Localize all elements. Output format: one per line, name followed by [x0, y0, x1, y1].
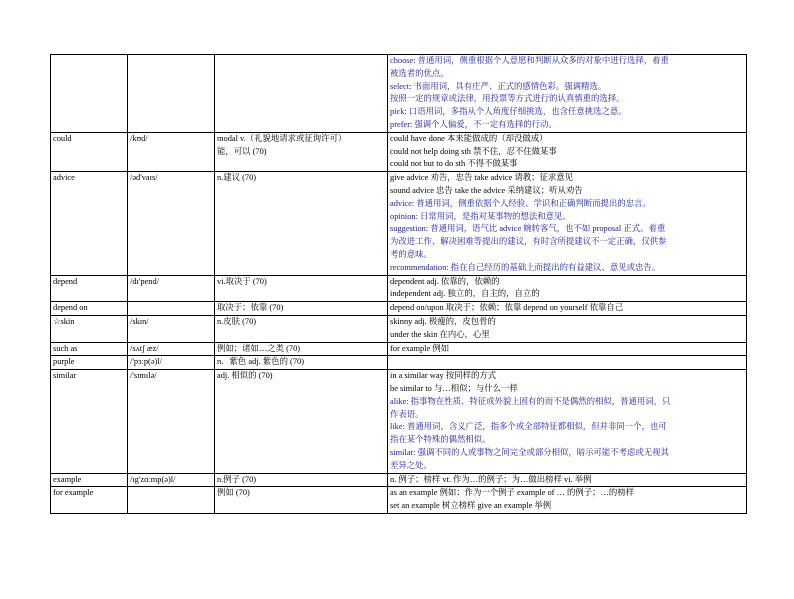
vocabulary-table	[50, 54, 747, 514]
usage-note-line: 作表语。	[390, 409, 424, 419]
empty-line	[390, 356, 744, 369]
notes-cell	[388, 302, 747, 316]
usage-note-line: 被选者的优点。	[390, 68, 449, 78]
phrase-line: depend on/upon 取决于；依赖；依靠 depend on yourself 依靠自己	[390, 303, 624, 313]
definition-cell	[215, 473, 388, 487]
definition-line: modal v.（礼貌地请求或征询许可）	[217, 133, 347, 143]
usage-note-line: select: 书面用词，具有庄严、正式的感情色彩。强调精选。	[390, 81, 607, 91]
word-cell: such as	[51, 342, 128, 356]
definition-cell	[215, 275, 388, 302]
table-row	[51, 275, 747, 302]
notes-cell	[388, 473, 747, 487]
definition-line: n.例子 (70)	[217, 474, 257, 484]
word-cell: similar	[51, 370, 128, 473]
definition-line: adj. 相似的 (70)	[217, 371, 273, 381]
definition-line: n.建议 (70)	[217, 173, 257, 183]
phonetic-cell: /skɪn/	[128, 315, 215, 342]
usage-note-line: like: 普通用词，含义广泛，指多个或全部特征都相似，但并非同一个，也可	[390, 422, 667, 432]
word-cell: could	[51, 132, 128, 171]
usage-note-line: advice: 普通用词，侧重依据个人经验、学识和正确判断而提出的忠言。	[390, 198, 651, 208]
table-row	[51, 315, 747, 342]
word-cell: depend	[51, 275, 128, 302]
notes-cell	[388, 342, 747, 356]
usage-note-line: prefer: 强调个人偏爱，不一定有选择的行动。	[390, 119, 557, 129]
usage-note-line: choose: 普通用词，侧重根据个人意愿和判断从众多的对象中进行选择，着重	[390, 56, 669, 65]
usage-note-line: recommendation: 指在自己经历的基础上而提出的有益建议、意见或忠告。	[390, 262, 661, 272]
word-cell: advice	[51, 172, 128, 275]
phrase-line: sound advice 忠告 take the advice 采纳建议；听从劝告	[390, 185, 583, 195]
phonetic-cell: /sʌtʃ æz/	[128, 342, 215, 356]
phonetic-cell	[128, 302, 215, 316]
phrase-line: dependent adj. 依靠的，依赖的	[390, 276, 500, 286]
usage-note-line: 按照一定的规章或法律，用投票等方式进行的认真慎重的选择。	[390, 94, 625, 104]
usage-note-line: suggestion: 普通用词，语气比 advice 婉转客气，也不如 proposal 正式。着重	[390, 224, 666, 234]
definition-cell	[215, 302, 388, 316]
table-row	[51, 487, 747, 514]
word-cell: purple	[51, 356, 128, 370]
table-row	[51, 302, 747, 316]
usage-note-line: pick: 口语用词，多指从个人角度仔细挑选，也含任意挑选之意。	[390, 107, 627, 117]
notes-cell	[388, 275, 747, 302]
usage-note-line: 差异之处。	[390, 460, 432, 470]
phrase-line: under the skin 在内心，心里	[390, 329, 490, 339]
definition-cell	[215, 315, 388, 342]
usage-note-line: opinion: 日常用词，是指对某事物的想法和意见。	[390, 211, 571, 221]
notes-cell	[388, 315, 747, 342]
usage-note-line: 为改进工作、解决困难等提出的建议，有时含所提建议不一定正确，仅供参	[390, 237, 667, 247]
phrase-line: independent adj. 独立的，自主的，自立的	[390, 289, 540, 299]
phrase-line: could not help doing sth 禁不住，忍不住做某事	[390, 146, 557, 156]
definition-line: vi.取决于 (70)	[217, 276, 267, 286]
phonetic-cell: /'pɜːp(ə)l/	[128, 356, 215, 370]
definition-line: 例如 (70)	[217, 488, 250, 498]
phonetic-cell: /əd'vaɪs/	[128, 172, 215, 275]
phonetic-cell: /'sɪmɪlə/	[128, 370, 215, 473]
definition-line: 能，可以 (70)	[217, 146, 267, 156]
table-row	[51, 132, 747, 171]
phonetic-cell: /kʊd/	[128, 132, 215, 171]
definition-cell	[215, 356, 388, 370]
notes-cell	[388, 132, 747, 171]
definition-cell	[215, 132, 388, 171]
phrase-line: skinny adj. 极瘦的，皮包骨的	[390, 316, 496, 326]
table-row	[51, 172, 747, 275]
word-cell	[51, 55, 128, 133]
notes-cell	[388, 356, 747, 370]
phonetic-cell: /ɪg'zɑːmp(ə)l/	[128, 473, 215, 487]
table-row	[51, 356, 747, 370]
definition-line: n.皮肤 (70)	[217, 316, 257, 326]
notes-cell	[388, 370, 747, 473]
usage-note-line: 考的意味。	[390, 249, 432, 259]
word-cell: example	[51, 473, 128, 487]
usage-note-line: alike: 指事物在性质、特征或外貌上固有的而不是偶然的相似，普通用词，只	[390, 396, 671, 406]
phonetic-cell	[128, 55, 215, 133]
definition-line: 例如；诸如…之类 (70)	[217, 343, 301, 353]
usage-note-line: similar: 强调不同的人或事物之间完全或部分相似，暗示可能不考虑或无视其	[390, 447, 669, 457]
phrase-line: be similar to 与…相似；与什么一样	[390, 383, 518, 393]
definition-cell	[215, 370, 388, 473]
phrase-line: set an example 树立榜样 give an example 举例	[390, 501, 552, 511]
word-cell: ☆skin	[51, 315, 128, 342]
notes-cell	[388, 487, 747, 514]
table-row	[51, 55, 747, 133]
phonetic-cell	[128, 487, 215, 514]
definition-cell	[215, 55, 388, 133]
vocabulary-table-body	[51, 55, 747, 514]
phrase-line: for example 例如	[390, 343, 450, 353]
phrase-line: in a similar way 按同样的方式	[390, 371, 497, 381]
phonetic-cell: /dɪ'pend/	[128, 275, 215, 302]
table-row	[51, 370, 747, 473]
usage-note-line: 指在某个特殊的偶然相似。	[390, 435, 491, 445]
phrase-line: could have done 本来能做成的（却没做成）	[390, 133, 548, 143]
definition-cell	[215, 172, 388, 275]
word-cell: for example	[51, 487, 128, 514]
phrase-line: could not but to do sth 不得不做某事	[390, 159, 518, 169]
table-row	[51, 342, 747, 356]
word-cell: depend on	[51, 302, 128, 316]
notes-cell	[388, 172, 747, 275]
definition-line: 取决于；依靠 (70)	[217, 303, 284, 313]
phrase-line: n. 例子；榜样 vt. 作为…的例子；为…做出榜样 vi. 举例	[390, 474, 592, 484]
notes-cell	[388, 55, 747, 133]
definition-cell	[215, 487, 388, 514]
table-row	[51, 473, 747, 487]
phrase-line: as an example 例如；作为一个例子 example of … 的例子；…的榜样	[390, 488, 634, 498]
definition-line: n．紫色 adj. 紫色的 (70)	[217, 357, 304, 367]
definition-cell	[215, 342, 388, 356]
phrase-line: give advice 劝告，忠告 take advice 请教；征求意见	[390, 173, 574, 183]
